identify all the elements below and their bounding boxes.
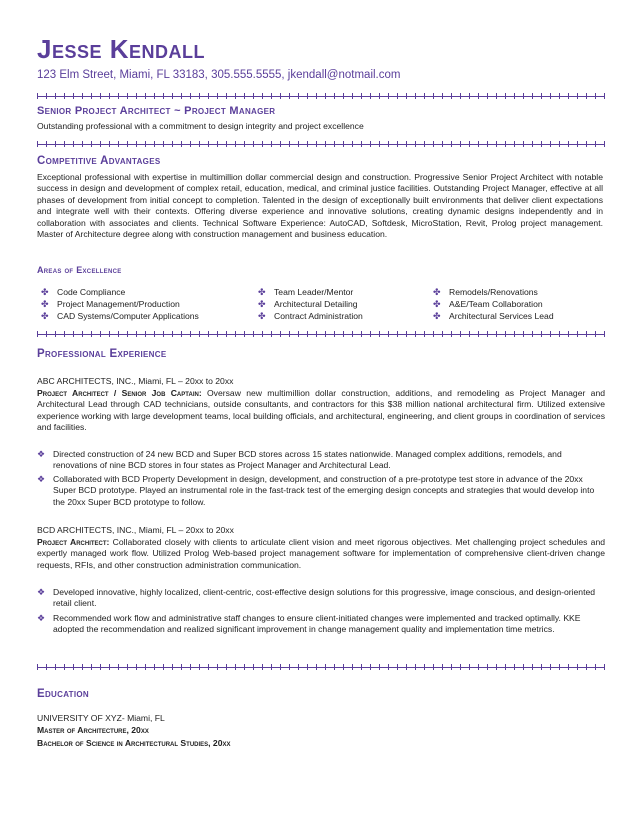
bullet-icon: ✤ <box>433 299 441 309</box>
diamond-bullet-icon: ❖ <box>37 449 46 459</box>
job-summary-text: Collaborated closely with clients to articulate client vision and meet rigorous objectives. Met challenging project schedules and expertly managed work flow. Utilized Prolog Web-based project management software for implementation of comprehensive client-driven change requests, RFIs, and other construction administration communication. <box>37 537 605 570</box>
degree-line: Bachelor of Science in Architectural Studies, 20xx <box>37 738 231 748</box>
job-role: Project Architect / Senior Job Captain: <box>37 388 202 398</box>
employer-line: BCD ARCHITECTS, INC., Miami, FL – 20xx to 20xx <box>37 525 234 535</box>
job-summary-text: Oversaw new multimillion dollar construction, additions, and remodeling as Project Manager and Architectural Lead through CAD technicians, outside consultants, and contractors for this $38 million national architectural firm. Utilized extensive experience working with large development teams, local building officials, and architectural, engineering, and client groups in coordination of services and facilities. <box>37 388 605 433</box>
resume-page: Jesse Kendall 123 Elm Street, Miami, FL 33183, 305.555.5555, jkendall@notmail.com Senior Project Architect ~ Project Manager Outstanding professional with a commitment to design integrity and project excellence Competitive Advantages Exceptional professional with expertise in multimillion dollar commercial design and construction. Progressive Senior Project Architect with notable success in design and development of complex retail, education, medical, and criminal justice facilities. Outstanding Project Manager, effective at all phases of development from initial concept to completion. Talented in the design of exceptionally built environments that deliver client expectations and integrate well with their contexts. Offering diverse experience and innovative solutions, creating dynamic designs independently and in collaboration with associates and clients. Technical Software Experience: AutoCAD, Softdesk, MicroStation, Revit, Prolog project management. Master of Architecture degree along with construction management and business education. Areas of Excellence ✤ Code Compliance ✤ Project Management/Production ✤ CAD Systems/Computer Applications ✤ Team Leader/Mentor ✤ Architectural Detailing ✤ Contract Administration ✤ Remodels/Renovations ✤ A&E/Team Collaboration ✤ Architectural Services Lead Professional Experience ABC ARCHITECTS, INC., Miami, FL – 20xx to 20xx Project Architect / Senior Job Captain: Oversaw new multimillion dollar construction, additions, and remodeling as Project Manager and Architectural Lead through CAD technicians, outside consultants, and contractors for this $38 million national architectural firm. Utilized extensive experience working with large development teams, local building officials, and architectural, engineering, and client groups in coordination of services and facilities. ❖ Directed construction of 24 new BCD and Super BCD stores across 15 states nationwide. Managed complex additions, remodels, and renovations of nine BCD stores in four states as Project Manager and Architectural Lead. ❖ Collaborated with BCD Property Development in design, development, and construction of a pre-prototype test store in advance of the 20xx Super BCD prototype. Played an instrumental role in the fast-track test of the emerging design concepts and strategies that would develop into the 20xx Super BCD prototype to follow. BCD ARCHITECTS, INC., Miami, FL – 20xx to 20xx Project Architect: Collaborated closely with clients to articulate client vision and meet rigorous objectives. Met challenging project schedules and expertly managed work flow. Utilized Prolog Web-based project management software for implementation of comprehensive client-driven change requests, RFIs, and other construction administration communication. ❖ Developed innovative, highly localized, client-centric, cost-effective design solutions for this progressive, image conscious, and design-oriented retail client. ❖ Recommended work flow and administrative staff changes to ensure client-initiated changes were implemented and tracked optimally. KKE adopted the recommendation and realized significant improvement in change management quality and implementation time metrics. Education UNIVERSITY OF XYZ- Miami, FL Master of Architecture, 20xx Bachelor of Science in Architectural Studies, 20xx <box>37 34 605 748</box>
diamond-bullet-icon: ❖ <box>37 613 46 623</box>
employer-line: ABC ARCHITECTS, INC., Miami, FL – 20xx to 20xx <box>37 376 234 386</box>
bullet-icon: ✤ <box>41 299 49 309</box>
bullet-icon: ✤ <box>433 287 441 297</box>
job-summary <box>37 388 605 434</box>
bullet-icon: ✤ <box>41 287 49 297</box>
tagline: Outstanding professional with a commitment to design integrity and project excellence <box>37 121 364 131</box>
job-role: Project Architect: <box>37 537 110 547</box>
areas-heading: Areas of Excellence <box>37 265 122 275</box>
diamond-bullet-icon: ❖ <box>37 587 46 597</box>
list-item: ❖ Collaborated with BCD Property Development in design, development, and construction of a pre-prototype test store in advance of the 20xx Super BCD prototype. Played an instrumental role in the fast-track test of the emerging design concepts and strategies that would develop into the 20xx Super BCD prototype to follow. <box>37 474 595 507</box>
contact-line: 123 Elm Street, Miami, FL 33183, 305.555.5555, jkendall@notmail.com <box>37 69 401 81</box>
bullet-icon: ✤ <box>41 311 49 321</box>
bullet-icon: ✤ <box>433 311 441 321</box>
degree-line: Master of Architecture, 20xx <box>37 725 149 735</box>
section-heading-advantages: Competitive Advantages <box>37 155 161 167</box>
bullet-icon: ✤ <box>258 311 266 321</box>
bullet-icon: ✤ <box>258 287 266 297</box>
section-heading-experience: Professional Experience <box>37 348 167 360</box>
headline: Senior Project Architect ~ Project Manager <box>37 105 276 117</box>
bullet-icon: ✤ <box>258 299 266 309</box>
school-line: UNIVERSITY OF XYZ- Miami, FL <box>37 713 165 723</box>
advantages-paragraph: Exceptional professional with expertise in multimillion dollar commercial design and construction. Progressive Senior Project Architect with notable success in design and development of complex retail, education, medical, and criminal justice facilities. Outstanding Project Manager, effective at all phases of development from initial concept to completion. Talented in the design of exceptionally built environments that deliver client expectations and integrate well with their contexts. Offering diverse experience and innovative solutions, creating dynamic designs independently and in collaboration with associates and clients. Technical Software Experience: AutoCAD, Softdesk, MicroStation, Revit, Prolog project management. Master of Architecture degree along with construction management and business education. <box>37 172 603 240</box>
list-item: ❖ Recommended work flow and administrative staff changes to ensure client-initiated changes were implemented and tracked optimally. KKE adopted the recommendation and realized significant improvement in change management quality and implementation time metrics. <box>37 613 581 635</box>
section-heading-education: Education <box>37 688 89 700</box>
list-item: ❖ Directed construction of 24 new BCD and Super BCD stores across 15 states nationwide. Managed complex additions, remodels, and renovations of nine BCD stores in four states as Project Manager and Architectural Lead. <box>37 449 562 471</box>
list-item: ❖ Developed innovative, highly localized, client-centric, cost-effective design solutions for this progressive, image conscious, and design-oriented retail client. <box>37 587 596 609</box>
diamond-bullet-icon: ❖ <box>37 474 46 484</box>
candidate-name: Jesse Kendall <box>37 34 205 64</box>
job-summary <box>37 537 605 571</box>
